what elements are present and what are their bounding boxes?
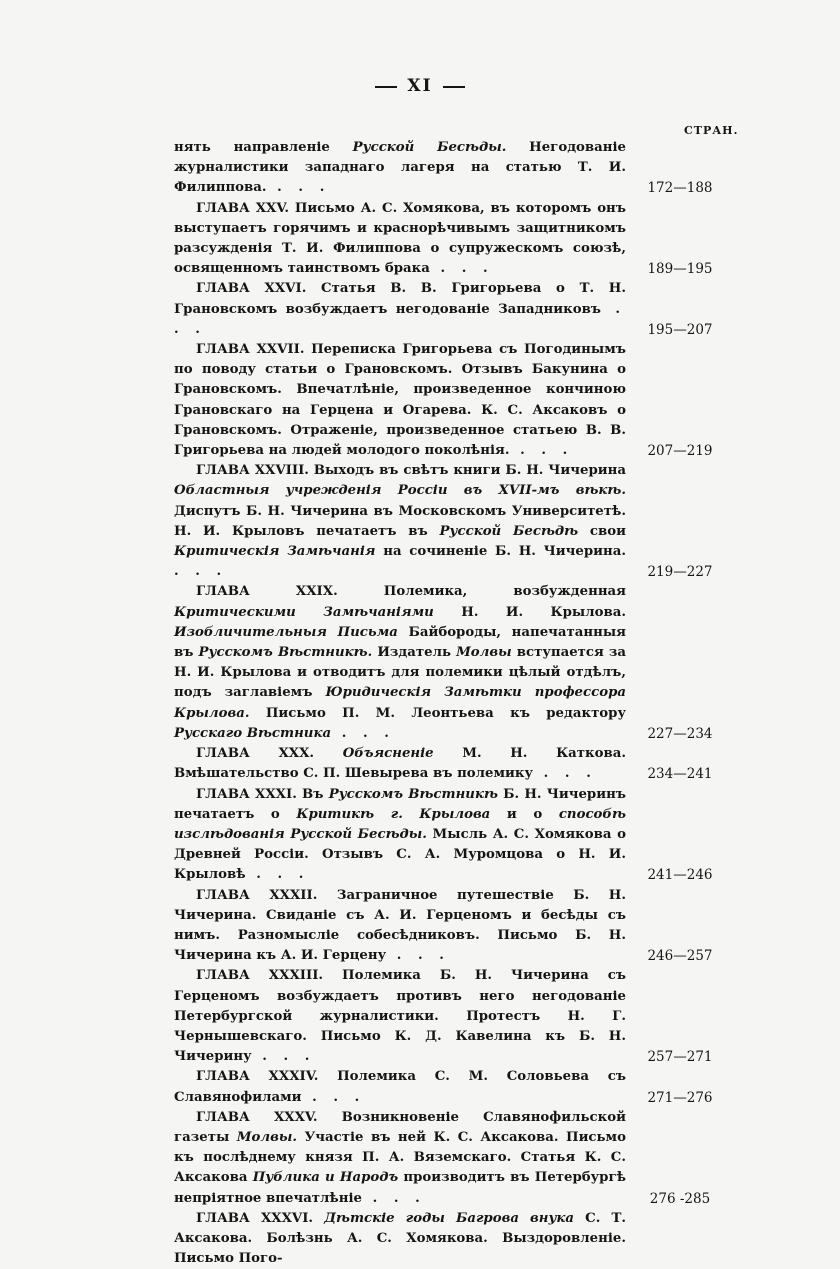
entry-text-segment: ГЛАВА XXVI. Статья В. В. Григорьева о Т. Н. Грановскомъ возбуждаетъ негодованіе Западниковъ (174, 281, 626, 317)
toc-entry (174, 279, 734, 340)
dot-leader: . . . (362, 1190, 426, 1206)
toc-entry-text (174, 744, 626, 784)
entry-text-segment: нять направленіе (174, 140, 353, 155)
dot-leader: . . . (509, 443, 574, 459)
entry-text-segment: производитъ въ Петербургѣ непріятное впечатлѣніе (174, 1170, 626, 1206)
page-header (0, 76, 840, 96)
toc-entry-text (174, 886, 626, 967)
toc-entry-text (174, 279, 626, 340)
dot-leader: . . . (301, 1089, 366, 1105)
entry-text-segment: ГЛАВА XXXI. Въ (196, 786, 329, 802)
dot-leader: . . . (429, 261, 494, 277)
italic-title: Дѣтскіе годы Багрова внука (324, 1210, 575, 1226)
toc-entry-text (174, 340, 626, 461)
page-range: 219—227 (647, 564, 713, 581)
page-number: XI (407, 76, 433, 96)
toc-entry-text (174, 1067, 626, 1107)
toc-entry-text (174, 138, 626, 199)
italic-title: Юридическія Замѣтки профессора Крылова. (174, 685, 626, 721)
dot-leader: . . . (251, 1049, 316, 1065)
toc-entry (174, 1067, 734, 1107)
italic-title: Публика и Народъ (252, 1170, 399, 1186)
italic-title: способѣ изслѣдованія Русской Бесѣды. (174, 806, 626, 842)
toc-entry (174, 785, 734, 886)
toc-entry (174, 886, 734, 967)
entry-text-segment: Диспутъ Б. Н. Чичерина въ Московскомъ Университетѣ. Н. И. Крыловъ печатаетъ въ (174, 503, 626, 539)
dot-leader: . . . (331, 725, 395, 741)
page-range: 207—219 (647, 443, 713, 460)
page-range: 271—276 (647, 1089, 713, 1106)
entry-text-segment: ГЛАВА XXVII. Переписка Григорьева съ Погодинымъ по поводу статьи о Грановскомъ. Отзывъ Бакунина о Грановскомъ. Впечатлѣніе, произведенное кончиною Грановскаго на Герцена и Огарева. К. С. Аксаковъ о Грановскомъ. Отраженіе, произведенное статьею В. В. Григорьева на людей молодого поколѣнія. (174, 342, 626, 459)
italic-title: Молвы. (236, 1129, 297, 1145)
table-of-contents (174, 138, 734, 1269)
italic-title: Молвы (456, 645, 512, 661)
entry-text-segment: Мысль А. С. Хомякова о Древней Россіи. Отзывъ С. А. Муромцова о Н. И. Крыловѣ (174, 826, 626, 883)
italic-title: Русской Бесѣды. (352, 140, 507, 155)
toc-entry (174, 582, 734, 744)
page-range: 276 -285 (649, 1190, 711, 1207)
italic-title: Русскомъ Вѣстникѣ (328, 786, 498, 802)
italic-title: Русскаго Вѣстника (174, 725, 332, 741)
header-dash-right (443, 86, 465, 88)
page-range: 234—241 (647, 766, 713, 783)
entry-text-segment: Б. Н. Чичеринъ печатаетъ о (174, 786, 627, 822)
toc-entry (174, 744, 734, 784)
toc-entry-text (174, 1108, 626, 1209)
page-range: 241—246 (647, 867, 713, 884)
italic-title: Критическія Замѣчанія (174, 544, 376, 560)
toc-entry (174, 461, 734, 582)
toc-entry (174, 199, 734, 280)
entry-text-segment: Байбороды, напечатанныя въ (174, 624, 627, 661)
entry-text-segment: и о (490, 806, 559, 822)
italic-title: Объясненіе (342, 746, 434, 762)
italic-title: Критическими Замѣчаніями (174, 604, 434, 620)
pages-column-label: СТРАН. (684, 124, 739, 137)
entry-text-segment: свои (578, 523, 626, 539)
toc-entry-text (174, 966, 626, 1067)
entry-text-segment: Участіе въ ней К. С. Аксакова. Письмо къ послѣднему князя П. А. Вяземскаго. Статья К. С. Аксакова (174, 1129, 626, 1186)
entry-text-segment: ГЛАВА XXX. (196, 746, 343, 762)
entry-text-segment: ГЛАВА XXIX. Полемика, возбужденная (196, 584, 626, 600)
dot-leader: . . . (174, 301, 626, 337)
toc-entry (174, 340, 734, 461)
page-range: 246—257 (647, 948, 713, 965)
entry-text-segment: ГЛАВА XXXII. Заграничное путешествіе Б. Н. Чичерина. Свиданіе съ А. И. Герценомъ и бесѣды съ нимъ. Разномысліе собесѣдниковъ. Письмо Б. Н. Чичерина къ А. И. Герцену (174, 887, 626, 964)
italic-title: Областныя учрежденія Россіи въ XVII-мъ вѣкѣ. (174, 483, 626, 499)
entry-text-segment: Н. И. Крылова. (433, 604, 626, 620)
dot-leader: . . . (386, 948, 450, 964)
page-range: 227—234 (647, 725, 713, 742)
dot-leader: . . . (266, 180, 331, 196)
entry-text-segment: ГЛАВА XXXIV. Полемика С. М. Соловьева съ Славянофилами (174, 1069, 626, 1105)
entry-text-segment: ГЛАВА XXVIII. Выходъ въ свѣтъ книги Б. Н. Чичерина (196, 463, 626, 479)
toc-entry (174, 138, 734, 199)
page-range: 189—195 (647, 261, 713, 278)
italic-title: Русской Бесѣдѣ (439, 523, 579, 539)
entry-text-segment: М. Н. Каткова. Вмѣшательство С. П. Шевырева въ полемику (174, 746, 626, 782)
header-dash-left (375, 86, 397, 88)
entry-text-segment: Письмо П. М. Леонтьева къ редактору (249, 705, 626, 721)
entry-text-segment: на сочиненіе Б. Н. Чичерина. (375, 544, 626, 560)
toc-entry (174, 1209, 734, 1269)
dot-leader: . . . (533, 766, 597, 782)
italic-title: Изобличительныя Письма (174, 624, 398, 640)
toc-entry (174, 966, 734, 1067)
italic-title: Русскомъ Вѣстникѣ. (198, 645, 373, 661)
entry-text-segment: ГЛАВА XXXIII. Полемика Б. Н. Чичерина съ Герценомъ возбуждаетъ противъ него негодованіе Петербургской журналистики. Протестъ Н. Г. Чернышевскаго. Письмо К. Д. Кавелина къ Б. Н. Чичерину (174, 968, 626, 1065)
entry-text-segment: ГЛАВА XXXVI. (196, 1210, 325, 1226)
toc-entry-text (174, 461, 626, 582)
page-range: 195—207 (647, 321, 713, 338)
page-range: 172—188 (647, 180, 713, 197)
entry-text-segment: С. Т. Аксакова. Болѣзнь А. С. Хомякова. Выздоровленіе. Письмо Пого- (174, 1210, 626, 1267)
entry-text-segment: ГЛАВА XXXV. Возникновеніе Славянофильской газеты (174, 1109, 626, 1145)
toc-entry-text (174, 785, 626, 886)
page-range: 257—271 (647, 1049, 713, 1066)
dot-leader: . . . (245, 867, 310, 883)
toc-entry (174, 1108, 734, 1209)
entry-text-segment: Негодованіе журналистики западнаго лагеря на статью Т. И. Филиппова. (174, 140, 627, 196)
toc-entry-text (174, 1209, 626, 1269)
entry-text-segment: ГЛАВА XXV. Письмо А. С. Хомякова, въ которомъ онъ выступаетъ горячимъ и краснорѣчивымъ защитникомъ разсужденія Т. И. Филиппова о супружескомъ союзѣ, освященномъ таинствомъ брака (174, 200, 626, 277)
italic-title: Критикѣ г. Крылова (296, 806, 491, 822)
toc-entry-text (174, 199, 626, 280)
toc-entry-text (174, 582, 626, 744)
entry-text-segment: Издатель (372, 645, 457, 661)
dot-leader: . . . (174, 564, 228, 580)
entry-text-segment: вступается за Н. И. Крылова и отводитъ для полемики цѣлый отдѣлъ, подъ заглавіемъ (174, 645, 627, 701)
